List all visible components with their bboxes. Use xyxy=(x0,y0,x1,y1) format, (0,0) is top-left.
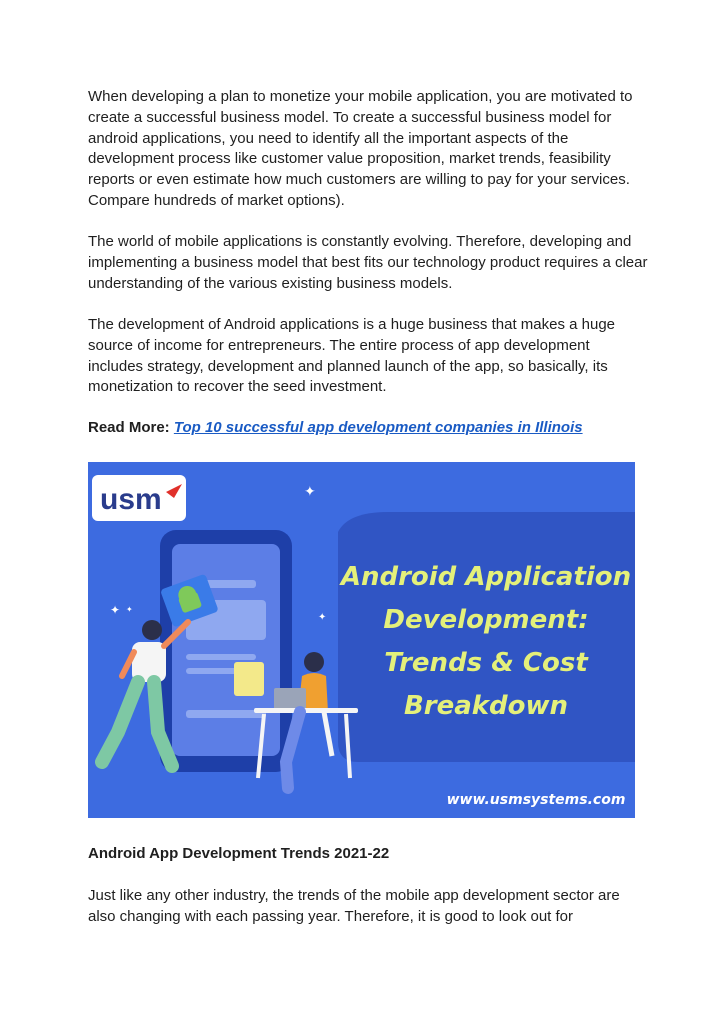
sparkle-icon: ✦ xyxy=(318,612,327,623)
screen-line xyxy=(186,710,266,718)
android-income-paragraph: The development of Android applications is a huge business that makes a huge source of income for entrepreneurs. The entire process of app development includes strategy, development and planned launch of the app, so basically, its monetization to recover the seed investment. xyxy=(88,316,616,396)
banner-title-line: Development: xyxy=(383,605,589,635)
article-banner-image xyxy=(88,462,635,818)
section-heading: Android App Development Trends 2021-22 xyxy=(88,845,390,862)
banner-title-line: Trends & Cost xyxy=(384,648,588,678)
trends-paragraph: Just like any other industry, the trends of the mobile app development sector are also changing with each passing year. Therefore, it is good to look out for xyxy=(88,887,620,925)
sparkle-icon: ✦ xyxy=(110,603,121,617)
read-more-label: Read More: xyxy=(88,419,170,436)
title-panel xyxy=(338,512,635,762)
intro-paragraph: When developing a plan to monetize your mobile application, you are motivated to create a successful business model. To create a successful business model for android applications, you need to identify all the important aspects of the development process like customer value proposition, market trends, feasibility reports or even estimate how much customers are willing to pay for your services. Compare hundreds of market options). xyxy=(88,88,633,209)
read-more xyxy=(88,419,583,436)
sparkle-icon: ✦ xyxy=(304,484,316,500)
screen-note xyxy=(234,662,264,696)
usm-logo-text: usm xyxy=(100,483,162,516)
banner-title-line: Breakdown xyxy=(403,691,569,721)
read-more-link[interactable]: Top 10 successful app development companies in Illinois xyxy=(173,419,583,436)
banner-website: www.usmsystems.com xyxy=(446,792,626,808)
sparkle-icon: ✦ xyxy=(126,605,133,614)
screen-line xyxy=(186,654,256,660)
banner-illustration xyxy=(88,462,635,818)
banner-title-line: Android Application xyxy=(340,562,632,592)
screen-line xyxy=(186,668,242,674)
business-model-paragraph: The world of mobile applications is constantly evolving. Therefore, developing and implementing a business model that best fits our technology product requires a clear understanding of the various existing business models. xyxy=(88,233,648,292)
